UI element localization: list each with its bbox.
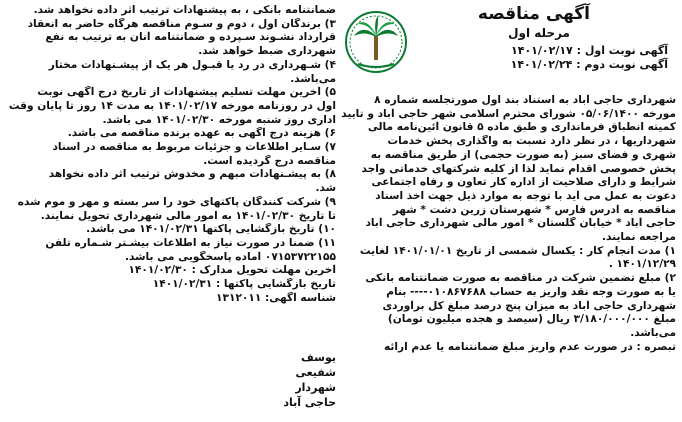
text-line: ۸) به پیشـنهادات مبهم و مخدوش ترتیب اثر داده نخواهد	[48, 168, 336, 181]
signatory-name: یوسف شفیعی	[295, 351, 336, 379]
text-line: ۱۱) ضمنا در صورت نیاز به اطلاعات بیشـتر شـماره تلفن	[45, 236, 336, 249]
second-publication-date: آگهی نوبت دوم : ۱۴۰۱/۰۲/۲۴	[510, 58, 668, 71]
text-line: اول در روزنامه مورخه ۱۴۰۱/۰۲/۱۷ به مدت ۱۴ روز تا پایان وقت	[8, 99, 336, 112]
text-line: آخرین مهلت تحویل مدارک : ۱۴۰۱/۰۲/۳۰	[128, 264, 336, 277]
text-line: ۳) برندگان اول ، دوم و سـوم مناقصه هرگاه حاضر به انعقاد	[27, 17, 336, 30]
text-line: مناقصه درج گردیده است.	[203, 154, 336, 167]
text-line: ضمانتنامه بانکی ، به پیشنهادات ترتیب اثر داده نخواهد شد.	[33, 4, 336, 16]
text-line: پخش خصوصی اقدام نماید لذا از کلیه شرکتهای خدماتی واجد	[361, 162, 676, 175]
text-line: شهرداری حاجی آباد به استناد بند اول صورتجلسه شماره ۸	[374, 94, 676, 106]
text-line: می‌باشد.	[630, 326, 676, 339]
notice-title: آگهی مناقصه	[477, 4, 590, 24]
text-line: ۵) آخرین مهلت تسلیم پیشنهادات از تاریخ درج آگهی نوبت	[37, 86, 336, 99]
text-line: یا به صورت وجه نقد واریز به حساب ۰۱۰۸۶۷۶۸۸---- بنام	[386, 285, 676, 298]
text-line: دعوت به عمل می آید با توجه به موارد ذیل جهت اخذ اسناد	[375, 189, 676, 202]
text-line: کمیته انطباق فرمانداری و طبق ماده ۵ قانون آئین‌نامه مالی	[367, 121, 676, 134]
text-line: ۱۴۰۱/۱۲/۲۹ .	[608, 258, 676, 271]
text-line: تا تاریخ ۱۴۰۱/۰۲/۳۰ به امور مالی شهرداری تحویل نمایند.	[40, 209, 336, 222]
text-line: شرایط و دارای صلاحیت از اداره کار تعاون و رفاه اجتماعی	[371, 176, 676, 189]
text-line: مراجعه نمایند.	[601, 231, 676, 244]
text-line: شد.	[315, 182, 336, 195]
text-line: می‌باشد.	[290, 72, 336, 85]
text-line: ۰۷۱۵۳۷۲۲۱۵۵ آماده پاسخگویی می باشد.	[124, 250, 336, 263]
signature-block	[282, 350, 336, 410]
text-line: ۴) شـهرداری در رد یا قبـول هر یک از پیشـنهادات مختار	[48, 58, 336, 71]
text-line: ۷) سـایر اطلاعات و جزئیات مربوط به مناقصه در اسناد	[52, 141, 336, 154]
text-line: تبصره : در صورت عدم واریز مبلغ ضمانتنامه یا عدم ارائه	[383, 340, 676, 353]
text-line: اداری روز شنبه مورخه ۱۴۰۱/۰۲/۳۰ می باشد.	[102, 113, 336, 126]
left-body-text	[6, 4, 336, 305]
left-column	[6, 4, 336, 418]
text-line: مناقصه به آدرس فارس * شهرستان زرین دشت * شهر	[392, 203, 676, 216]
text-line: شهرداریها ، در نظر دارد نسبت به واگذاری پخش خدمات	[387, 135, 676, 148]
text-line: مبلغ ۳/۱۸۰/۰۰۰/۰۰۰ ریال (سیصد و هجده میلیون تومان)	[387, 313, 676, 326]
text-line: ۲) مبلغ تضمین شرکت در مناقصه به صورت ضمانتنامه بانکی	[365, 272, 676, 285]
right-body-text	[341, 94, 676, 354]
text-line: شناسه آگهی: ۱۳۱۲۰۱۱	[216, 291, 336, 304]
palm-tree-emblem-icon	[344, 6, 408, 78]
text-line: مورخه ۰۵/۰۶/۱۴۰۰ شورای محترم اسلامی شهر حاجی آباد و تایید	[341, 107, 676, 120]
text-line: ۱۰) تاریخ بازگشایی پاکتها ۱۴۰۱/۰۲/۳۱ می باشد.	[86, 223, 336, 236]
text-line: ۶) هزینه درج آگهی به عهده برنده مناقصه می باشد.	[67, 127, 336, 140]
text-line: شهرداری ضبط خواهد شد.	[198, 45, 336, 58]
first-publication-date: آگهی نوبت اول : ۱۴۰۱/۰۲/۱۷	[511, 44, 668, 57]
text-line: شهرداری حاجی آباد به میزان پنج درصد مبلغ کل برآوردی	[382, 299, 676, 312]
signatory-role: شهردار حاجی آباد	[283, 381, 336, 409]
right-column	[341, 4, 676, 418]
notice-stage: مرحله اول	[508, 26, 570, 40]
text-line: تاریخ بازگشایی پاکتها : ۱۴۰۱/۰۲/۳۱	[152, 278, 336, 291]
text-line: شهری و فضای سبز (به صورت حجمی) از طریق مناقصه به	[370, 148, 676, 161]
text-line: ۱) مدت انجام کار : یکسال شمسی از تاریخ ۱۴۰۱/۰۱/۰۱ لغایت	[359, 244, 676, 257]
text-line: ۹) شرکت کنندگان پاکتهای خود را سر بسته و مهر و موم شده	[17, 195, 336, 208]
text-line: حاجی آباد * خیابان گلستان * امور مالی شهرداری حاجی آباد	[365, 217, 676, 230]
text-line: قرارداد نشـوند سـپرده و ضمانتنامه آنان به ترتیب به نفع	[45, 31, 336, 44]
notice-header	[341, 4, 676, 94]
publication-dates	[511, 44, 668, 72]
